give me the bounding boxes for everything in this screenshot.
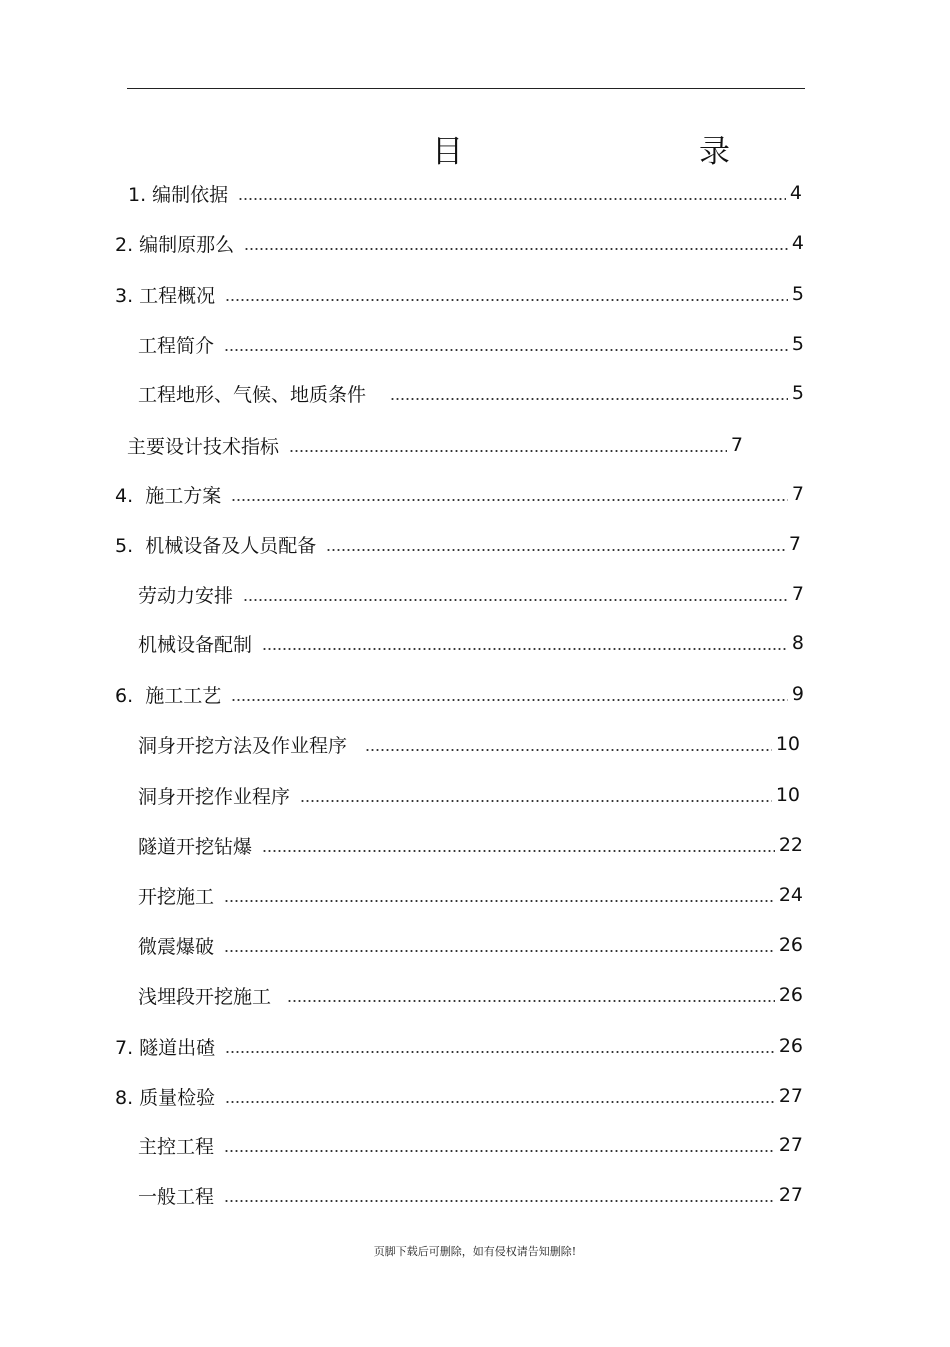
toc-entry[interactable] bbox=[115, 681, 804, 707]
dot-leader bbox=[262, 850, 775, 852]
toc-entry-page: 5 bbox=[791, 382, 804, 404]
toc-entry-label: 6. 施工工艺 bbox=[115, 684, 222, 707]
toc-entry-label: 微震爆破 bbox=[138, 935, 215, 958]
toc-entry-label: 2. 编制原那么 bbox=[115, 233, 235, 256]
dot-leader bbox=[224, 950, 775, 952]
dot-leader bbox=[225, 1051, 775, 1053]
toc-entry-label: 主控工程 bbox=[138, 1135, 215, 1158]
toc-entry-label: 3. 工程概况 bbox=[115, 284, 216, 307]
dot-leader bbox=[231, 499, 788, 501]
toc-entry-label: 8. 质量检验 bbox=[115, 1086, 216, 1109]
toc-entry-page: 9 bbox=[791, 683, 804, 705]
dot-leader bbox=[262, 648, 788, 650]
toc-entry[interactable] bbox=[115, 230, 804, 256]
toc-entry-page: 10 bbox=[775, 733, 800, 755]
toc-entry[interactable] bbox=[138, 782, 800, 808]
dot-leader bbox=[224, 1150, 775, 1152]
toc-entry-page: 8 bbox=[791, 632, 804, 654]
toc-entry[interactable] bbox=[115, 1083, 803, 1109]
toc-entry-page: 5 bbox=[791, 333, 804, 355]
toc-entry-page: 7 bbox=[791, 583, 804, 605]
dot-leader bbox=[243, 599, 788, 601]
toc-entry-label: 开挖施工 bbox=[138, 885, 215, 908]
dot-leader bbox=[224, 1200, 775, 1202]
toc-entry-label: 隧道开挖钻爆 bbox=[138, 835, 253, 858]
dot-leader bbox=[289, 450, 727, 452]
toc-entry-page: 26 bbox=[778, 984, 803, 1006]
toc-entry[interactable] bbox=[138, 731, 800, 757]
toc-entry[interactable] bbox=[115, 481, 804, 507]
toc-entry[interactable] bbox=[138, 1182, 803, 1208]
toc-entry-page: 22 bbox=[778, 834, 803, 856]
toc-entry-page: 7 bbox=[788, 533, 801, 555]
dot-leader bbox=[238, 198, 786, 200]
toc-entry[interactable] bbox=[115, 281, 804, 307]
toc-entry-label: 工程简介 bbox=[138, 334, 215, 357]
toc-entry-page: 27 bbox=[778, 1184, 803, 1206]
toc-entry[interactable] bbox=[138, 982, 803, 1008]
page-footer-note: 页脚下载后可删除，如有侵权请告知删除! bbox=[373, 1245, 577, 1258]
toc-entry[interactable] bbox=[138, 882, 803, 908]
toc-entry[interactable] bbox=[127, 432, 743, 458]
dot-leader bbox=[225, 1101, 775, 1103]
dot-leader bbox=[365, 749, 772, 751]
toc-entry[interactable] bbox=[138, 832, 803, 858]
toc-entry-label: 1. 编制依据 bbox=[128, 183, 229, 206]
toc-entry[interactable] bbox=[128, 180, 802, 206]
toc-entry[interactable] bbox=[138, 581, 804, 607]
dot-leader bbox=[300, 800, 772, 802]
toc-entry-label: 洞身开挖方法及作业程序 bbox=[138, 734, 348, 757]
toc-entry-page: 27 bbox=[778, 1085, 803, 1107]
toc-entry-label: 洞身开挖作业程序 bbox=[138, 785, 291, 808]
toc-entry-page: 7 bbox=[791, 483, 804, 505]
toc-entry-label: 5. 机械设备及人员配备 bbox=[115, 534, 317, 557]
toc-entry-page: 4 bbox=[791, 232, 804, 254]
toc-entry-label: 浅埋段开挖施工 bbox=[138, 985, 272, 1008]
toc-entry-label: 一般工程 bbox=[138, 1185, 215, 1208]
toc-entry-label: 机械设备配制 bbox=[138, 633, 253, 656]
toc-entry[interactable] bbox=[138, 1132, 803, 1158]
toc-entry-page: 24 bbox=[778, 884, 803, 906]
toc-entry-label: 工程地形、气候、地质条件 bbox=[138, 383, 367, 406]
toc-entry-page: 5 bbox=[791, 283, 804, 305]
toc-entry-label: 主要设计技术指标 bbox=[127, 435, 280, 458]
dot-leader bbox=[231, 699, 788, 701]
toc-entry-page: 10 bbox=[775, 784, 800, 806]
dot-leader bbox=[224, 349, 788, 351]
page-title: 目 录 bbox=[432, 134, 788, 170]
dot-leader bbox=[326, 549, 785, 551]
dot-leader bbox=[390, 398, 788, 400]
toc-entry-page: 26 bbox=[778, 934, 803, 956]
dot-leader bbox=[244, 248, 788, 250]
toc-entry-label: 7. 隧道出碴 bbox=[115, 1036, 216, 1059]
toc-entry-page: 27 bbox=[778, 1134, 803, 1156]
toc-entry-label: 劳动力安排 bbox=[138, 584, 234, 607]
dot-leader bbox=[225, 299, 788, 301]
toc-entry[interactable] bbox=[115, 531, 801, 557]
dot-leader bbox=[287, 1000, 775, 1002]
dot-leader bbox=[224, 900, 775, 902]
toc-entry[interactable] bbox=[138, 331, 804, 357]
toc-entry[interactable] bbox=[138, 380, 804, 406]
toc-entry[interactable] bbox=[115, 1033, 803, 1059]
toc-entry-page: 7 bbox=[730, 434, 743, 456]
toc-entry-page: 26 bbox=[778, 1035, 803, 1057]
toc-entry-page: 4 bbox=[789, 182, 802, 204]
toc-entry-label: 4. 施工方案 bbox=[115, 484, 222, 507]
toc-entry[interactable] bbox=[138, 932, 803, 958]
toc-entry[interactable] bbox=[138, 630, 804, 656]
